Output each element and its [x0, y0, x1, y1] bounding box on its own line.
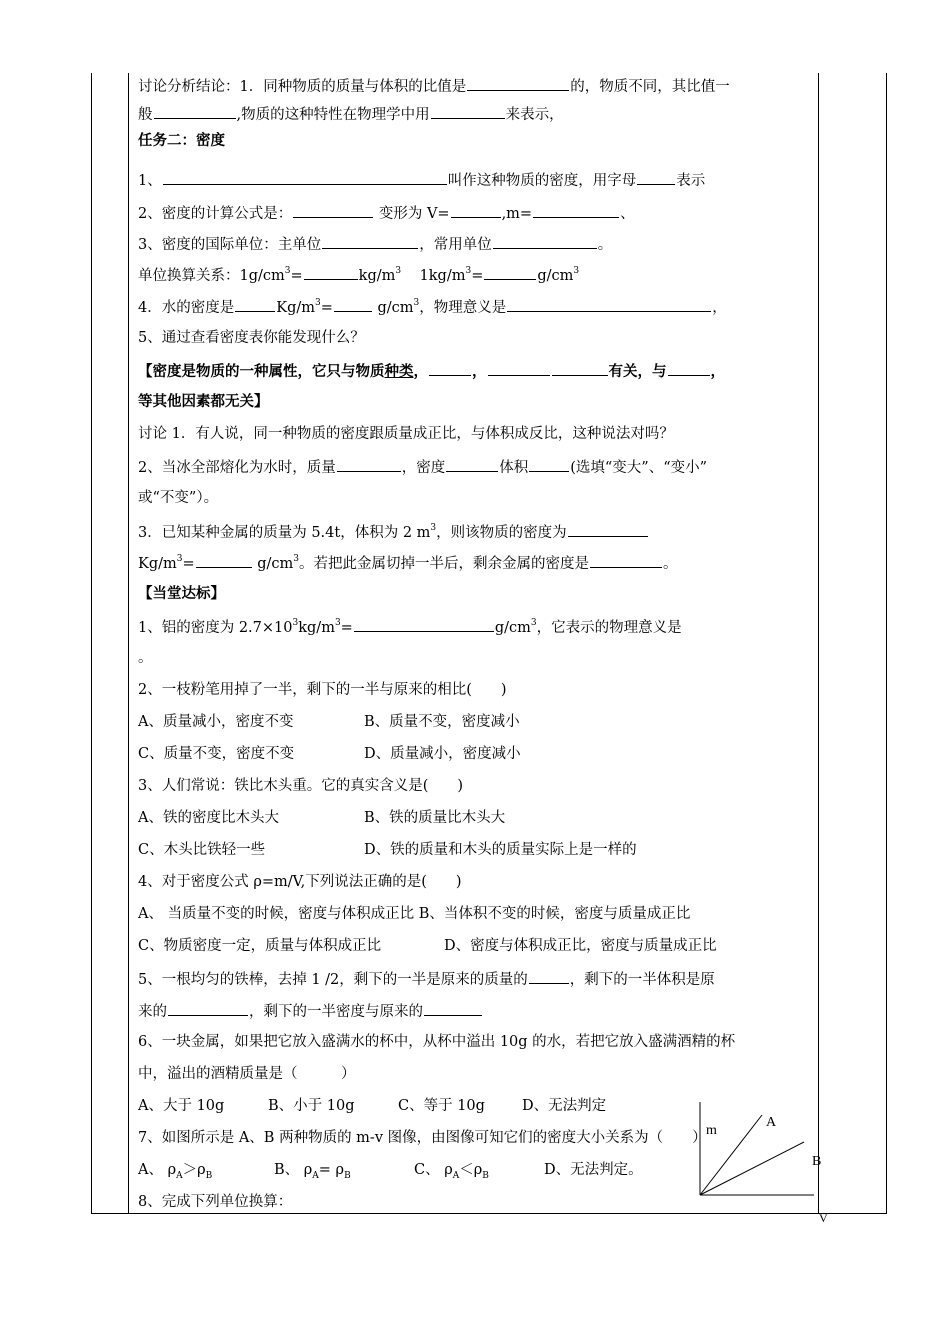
blank[interactable] — [590, 553, 662, 568]
blank[interactable] — [235, 297, 275, 312]
practice-1-line-1: 1、铝的密度为 $2.7\times 10^3kg/m^3= g/cm^3$，它表示的物理意义是 — [138, 618, 682, 636]
blank[interactable] — [431, 104, 505, 119]
blank[interactable] — [154, 104, 236, 119]
blank[interactable] — [293, 203, 373, 218]
property-note-line-1: 【密度是物质的一种属性，它只与物质种类， ， 有关，与 ， — [138, 363, 725, 380]
practice-5-line-2: 来的 ，剩下的一半密度与原来的 — [138, 1001, 483, 1021]
conclusion-line-1: 讨论分析结论：1．同种物质的质量与体积的比值是 的，物质不同，其比值一 — [138, 76, 730, 96]
blank[interactable] — [668, 361, 710, 376]
blank[interactable] — [163, 170, 447, 185]
practice-3-option-a[interactable]: A、铁的密度比木头大 — [138, 810, 279, 826]
blank[interactable] — [507, 297, 711, 312]
blank[interactable] — [529, 457, 569, 472]
blank[interactable] — [304, 265, 358, 280]
blank[interactable] — [552, 361, 608, 376]
blank[interactable] — [168, 1001, 248, 1016]
blank[interactable] — [493, 234, 597, 249]
practice-2-option-a[interactable]: A、质量减小，密度不变 — [138, 714, 294, 730]
blank[interactable] — [334, 297, 372, 312]
blank[interactable] — [354, 617, 494, 632]
q5-line: 5、通过查看密度表你能发现什么？ — [138, 330, 365, 346]
q2-line: 2、密度的计算公式是： 变形为 V= ,m= 、 — [138, 203, 635, 223]
table-left-column-border — [128, 73, 129, 1213]
property-note-line-2: 等其他因素都无关】 — [138, 393, 269, 410]
discussion-3-line-1: 3．已知某种金属的质量为 5.4t，体积为 2 $m^3$，则该物质的密度为 — [138, 522, 649, 542]
blank[interactable] — [488, 361, 550, 376]
practice-7-option-b[interactable]: B、 $\rho_A= \rho_B$ — [274, 1162, 351, 1181]
practice-2-question: 2、一枝粉笔用掉了一半，剩下的一半与原来的相比( ) — [138, 682, 507, 698]
practice-3-option-d[interactable]: D、铁的质量和木头的质量实际上是一样的 — [364, 842, 637, 858]
practice-5-line-1: 5、一根均匀的铁棒，去掉 1 /2，剩下的一半是原来的质量的 ，剩下的一半体积是原 — [138, 969, 715, 989]
practice-6-option-c[interactable]: C、等于 10g — [398, 1098, 485, 1114]
practice-6-line-1: 6、一块金属，如果把它放入盛满水的杯中，从杯中溢出 10g 的水，若把它放入盛满酒精的杯 — [138, 1034, 736, 1050]
unit-conversion-line: 单位换算关系：$1g/cm^3= kg/m^3$ $1kg/m^3= g/cm^3$ — [138, 266, 580, 284]
blank[interactable] — [451, 203, 501, 218]
practice-4-question: 4、对于密度公式 ρ=m/V,下列说法正确的是( ) — [138, 874, 462, 890]
practice-3-question: 3、人们常说：铁比木头重。它的真实含义是( ) — [138, 778, 464, 794]
discussion-2-line-1: 2、当冰全部熔化为水时，质量 ，密度 体积 (选填“变大”、“变小” — [138, 457, 707, 477]
blank[interactable] — [424, 1001, 482, 1016]
blank[interactable] — [429, 361, 471, 376]
practice-7-question: 7、如图所示是 A、B 两种物质的 m-v 图像，由图像可知它们的密度大小关系为（ ） — [138, 1130, 707, 1146]
graph-label-b: B — [812, 1154, 822, 1169]
practice-4-option-c[interactable]: C、物质密度一定，质量与体积成正比 — [138, 938, 382, 954]
graph-x-label: V — [819, 1211, 828, 1225]
practice-1-line-2: 。 — [138, 650, 153, 666]
conclusion-line-2: 般 ,物质的这种特性在物理学中用 来表示， — [138, 104, 564, 124]
q3-line: 3、密度的国际单位：主单位 ，常用单位 。 — [138, 234, 612, 254]
blank[interactable] — [637, 170, 675, 185]
blank[interactable] — [484, 265, 536, 280]
blank[interactable] — [533, 203, 619, 218]
practice-title: 【当堂达标】 — [138, 585, 225, 602]
blank[interactable] — [529, 969, 569, 984]
practice-7-option-c[interactable]: C、 $\rho_A<\rho_B$ — [414, 1162, 489, 1181]
q4-line: 4．水的密度是 $Kg/m^3= g/cm^3$，物理意义是 ， — [138, 298, 727, 316]
blank[interactable] — [467, 76, 569, 91]
practice-7-option-a[interactable]: A、 $\rho_A>\rho_B$ — [138, 1162, 213, 1181]
blank[interactable] — [337, 457, 401, 472]
blank[interactable] — [568, 522, 648, 537]
practice-3-option-c[interactable]: C、木头比铁轻一些 — [138, 842, 266, 858]
graph-label-a: A — [766, 1115, 777, 1130]
practice-3-option-b[interactable]: B、铁的质量比木头大 — [364, 810, 506, 826]
table-right-column-border — [818, 73, 819, 1213]
graph-y-label: m — [706, 1123, 717, 1138]
discussion-2-line-2: 或“不变”）。 — [138, 490, 219, 506]
task2-title: 任务二：密度 — [138, 132, 225, 149]
practice-2-option-d[interactable]: D、质量减小，密度减小 — [364, 746, 521, 762]
practice-6-line-2: 中，溢出的酒精质量是（ ） — [138, 1066, 356, 1082]
practice-6-option-d[interactable]: D、无法判定 — [522, 1098, 607, 1114]
q1-line: 1、 叫作这种物质的密度，用字母 表示 — [138, 170, 705, 190]
practice-7-option-d[interactable]: D、无法判定。 — [544, 1162, 643, 1178]
blank[interactable] — [322, 234, 418, 249]
practice-8-line: 8、完成下列单位换算： — [138, 1194, 293, 1210]
discussion-3-line-2: $Kg/m^3= g/cm^3$。若把此金属切掉一半后，剩余金属的密度是 。 — [138, 554, 678, 572]
practice-6-option-b[interactable]: B、小于 10g — [268, 1098, 355, 1114]
blank[interactable] — [446, 457, 498, 472]
practice-6-option-a[interactable]: A、大于 10g — [138, 1098, 225, 1114]
practice-2-option-b[interactable]: B、质量不变，密度减小 — [364, 714, 520, 730]
blank[interactable] — [196, 553, 252, 568]
practice-2-option-c[interactable]: C、质量不变，密度不变 — [138, 746, 295, 762]
practice-4-option-d[interactable]: D、密度与体积成正比，密度与质量成正比 — [444, 938, 717, 954]
graph-line-b — [700, 1142, 804, 1195]
discussion-1: 讨论 1．有人说，同一种物质的密度跟质量成正比，与体积成反比，这种说法对吗？ — [138, 426, 674, 442]
practice-4-option-ab[interactable]: A、 当质量不变的时候，密度与体积成正比 B、当体积不变的时候，密度与质量成正比 — [138, 906, 691, 922]
m-v-graph — [692, 1100, 842, 1225]
